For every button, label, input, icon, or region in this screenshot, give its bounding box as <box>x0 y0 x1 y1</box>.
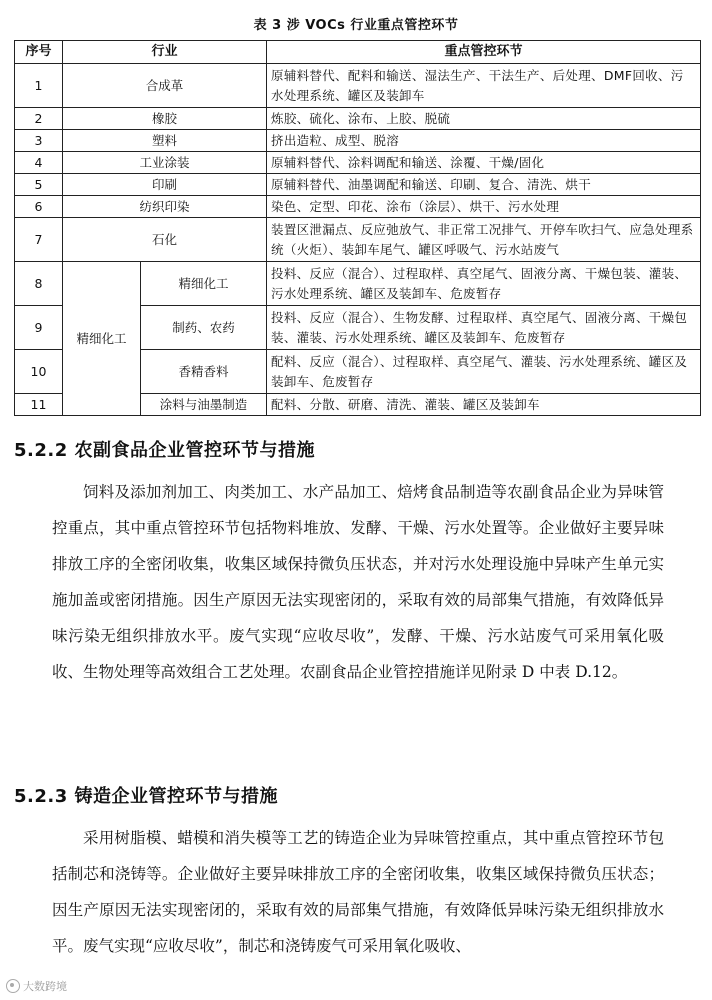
row-no: 4 <box>15 152 63 174</box>
group-fine-chemical: 精细化工 <box>63 262 141 416</box>
row-key: 炼胶、硫化、涂布、上胶、脱硫 <box>267 108 701 130</box>
table-row <box>15 196 701 218</box>
row-no: 6 <box>15 196 63 218</box>
section-heading-5-2-2: 5.2.2 农副食品企业管控环节与措施 <box>14 440 316 461</box>
row-industry: 橡胶 <box>63 108 267 130</box>
row-no: 1 <box>15 64 63 108</box>
watermark-text: 大数跨境 <box>23 980 67 993</box>
row-key: 配料、分散、研磨、清洗、灌装、罐区及装卸车 <box>267 394 701 416</box>
row-industry: 制药、农药 <box>141 306 267 350</box>
row-key: 挤出造粒、成型、脱溶 <box>267 130 701 152</box>
row-key: 染色、定型、印花、涂布（涂层）、烘干、污水处理 <box>267 196 701 218</box>
section-paragraph-5-2-3: 采用树脂模、蜡模和消失模等工艺的铸造企业为异味管控重点，其中重点管控环节包括制芯和浇铸等。企业做好主要异味排放工序的全密闭收集，收集区域保持微负压状态；因生产原因无法实现密闭的，采取有效的局部集气措施，有效降低异味污染无组织排放水平。废气实现“应收尽收”，制芯和浇铸废气可采用氧化吸收、 <box>52 829 664 955</box>
voc-industry-table <box>14 40 701 416</box>
row-no: 7 <box>15 218 63 262</box>
row-no: 11 <box>15 394 63 416</box>
row-key: 投料、反应（混合）、生物发酵、过程取样、真空尾气、固液分离、干燥包装、灌装、污水处理系统、罐区及装卸车、危废暂存 <box>267 306 701 350</box>
row-industry: 石化 <box>63 218 267 262</box>
row-no: 10 <box>15 350 63 394</box>
row-key: 装置区泄漏点、反应弛放气、非正常工况排气、开停车吹扫气、应急处理系统（火炬）、装卸车尾气、罐区呼吸气、污水站废气 <box>267 218 701 262</box>
row-no: 9 <box>15 306 63 350</box>
row-industry: 涂料与油墨制造 <box>141 394 267 416</box>
table-row <box>15 152 701 174</box>
header-no: 序号 <box>15 41 63 64</box>
row-no: 8 <box>15 262 63 306</box>
row-no: 3 <box>15 130 63 152</box>
row-industry: 塑料 <box>63 130 267 152</box>
table-row <box>15 64 701 108</box>
watermark <box>6 978 67 994</box>
row-industry: 纺织印染 <box>63 196 267 218</box>
row-key: 原辅料替代、油墨调配和输送、印刷、复合、清洗、烘干 <box>267 174 701 196</box>
row-key: 投料、反应（混合）、过程取样、真空尾气、固液分离、干燥包装、灌装、污水处理系统、罐区及装卸车、危废暂存 <box>267 262 701 306</box>
row-key: 原辅料替代、配料和输送、湿法生产、干法生产、后处理、DMF回收、污水处理系统、罐区及装卸车 <box>267 64 701 108</box>
section-heading-5-2-3: 5.2.3 铸造企业管控环节与措施 <box>14 786 279 807</box>
row-industry: 香精香料 <box>141 350 267 394</box>
section-paragraph-5-2-2: 饲料及添加剂加工、肉类加工、水产品加工、焙烤食品制造等农副食品企业为异味管控重点，其中重点管控环节包括物料堆放、发酵、干燥、污水处置等。企业做好主要异味排放工序的全密闭收集，收集区域保持微负压状态，并对污水处理设施中异味产生单元实施加盖或密闭措施。因生产原因无法实现密闭的，采取有效的局部集气措施，有效降低异味污染无组织排放水平。废气实现“应收尽收”，发酵、干燥、污水站废气可采用氧化吸收、生物处理等高效组合工艺处理。农副食品企业管控措施详见附录 D 中表 D.12。 <box>52 483 664 681</box>
row-industry: 工业涂装 <box>63 152 267 174</box>
table-row <box>15 108 701 130</box>
row-key: 配料、反应（混合）、过程取样、真空尾气、灌装、污水处理系统、罐区及装卸车、危废暂存 <box>267 350 701 394</box>
table-row <box>15 218 701 262</box>
header-key: 重点管控环节 <box>267 41 701 64</box>
row-key: 原辅料替代、涂料调配和输送、涂覆、干燥/固化 <box>267 152 701 174</box>
row-industry: 合成革 <box>63 64 267 108</box>
header-industry: 行业 <box>63 41 267 64</box>
table-caption: 表 3 涉 VOCs 行业重点管控环节 <box>253 18 459 33</box>
row-no: 2 <box>15 108 63 130</box>
watermark-logo-icon <box>6 979 20 993</box>
row-industry: 精细化工 <box>141 262 267 306</box>
row-industry: 印刷 <box>63 174 267 196</box>
row-no: 5 <box>15 174 63 196</box>
table-row <box>15 174 701 196</box>
table-header-row <box>15 41 701 64</box>
table-row <box>15 130 701 152</box>
table-row <box>15 262 701 306</box>
